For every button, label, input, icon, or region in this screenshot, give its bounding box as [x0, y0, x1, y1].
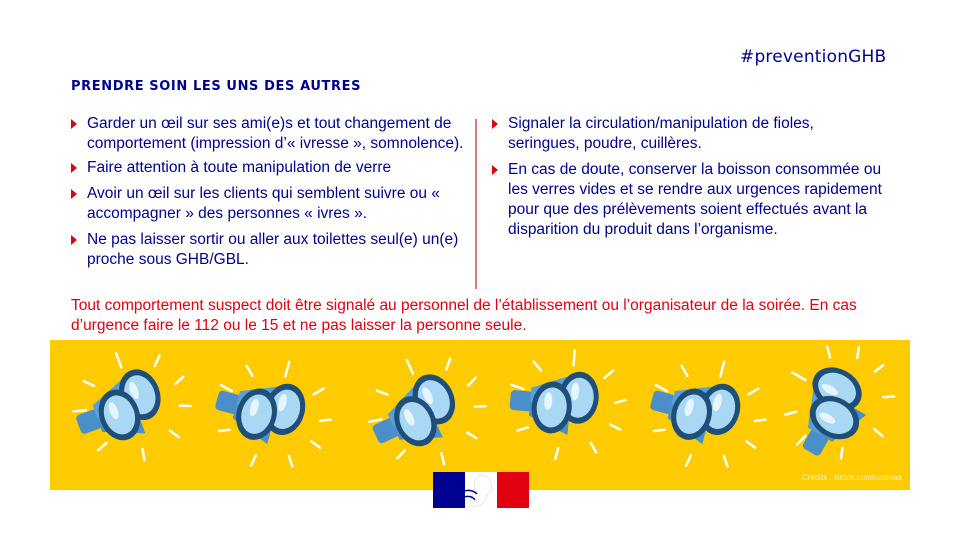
bullet-text: En cas de doute, conserver la boisson consommée ou les verres vides et se rendre aux urgences rapidement pour que des prélèvements soient effectués avant la disparition du produit dans l’organisme.: [508, 161, 882, 238]
bullet-marker-icon: [71, 119, 77, 129]
bullet-text: Avoir un œil sur les clients qui semblent suivre ou « accompagner » des personnes « ivres ».: [87, 185, 440, 222]
section-heading: PRENDRE SOIN LES UNS DES AUTRES: [71, 79, 362, 94]
list-item: [71, 184, 471, 224]
bullet-marker-icon: [71, 163, 77, 173]
list-item: [492, 114, 882, 154]
list-item: [71, 230, 471, 270]
left-bullet-list: [71, 114, 471, 276]
bullet-marker-icon: [71, 189, 77, 199]
image-credit: Crédits : istock.com/cosmaa: [801, 473, 902, 482]
binoculars-illustration-icon: [50, 340, 910, 490]
republique-francaise-logo: [433, 472, 529, 508]
list-item: [492, 160, 882, 240]
marianne-icon: [465, 472, 497, 508]
bullet-text: Garder un œil sur ses ami(e)s et tout changement de comportement (impression d’« ivresse », somnolence).: [87, 115, 464, 152]
binoculars-banner: [50, 340, 910, 490]
bullet-marker-icon: [71, 235, 77, 245]
right-bullet-list: [492, 114, 882, 246]
alert-message: Tout comportement suspect doit être signalé au personnel de l’établissement ou l’organisateur de la soirée. En cas d’urgence faire le 112 ou le 15 et ne pas laisser la personne seule.: [71, 297, 857, 334]
bullet-marker-icon: [492, 119, 498, 129]
bullet-marker-icon: [492, 165, 498, 175]
column-divider: [475, 119, 477, 289]
bullet-text: Signaler la circulation/manipulation de fioles, seringues, poudre, cuillères.: [508, 115, 814, 152]
list-item: [71, 158, 471, 178]
bullet-text: Ne pas laisser sortir ou aller aux toilettes seul(e) un(e) proche sous GHB/GBL.: [87, 231, 459, 268]
hashtag: #preventionGHB: [740, 47, 887, 67]
bullet-text: Faire attention à toute manipulation de verre: [87, 159, 392, 176]
list-item: [71, 114, 471, 154]
